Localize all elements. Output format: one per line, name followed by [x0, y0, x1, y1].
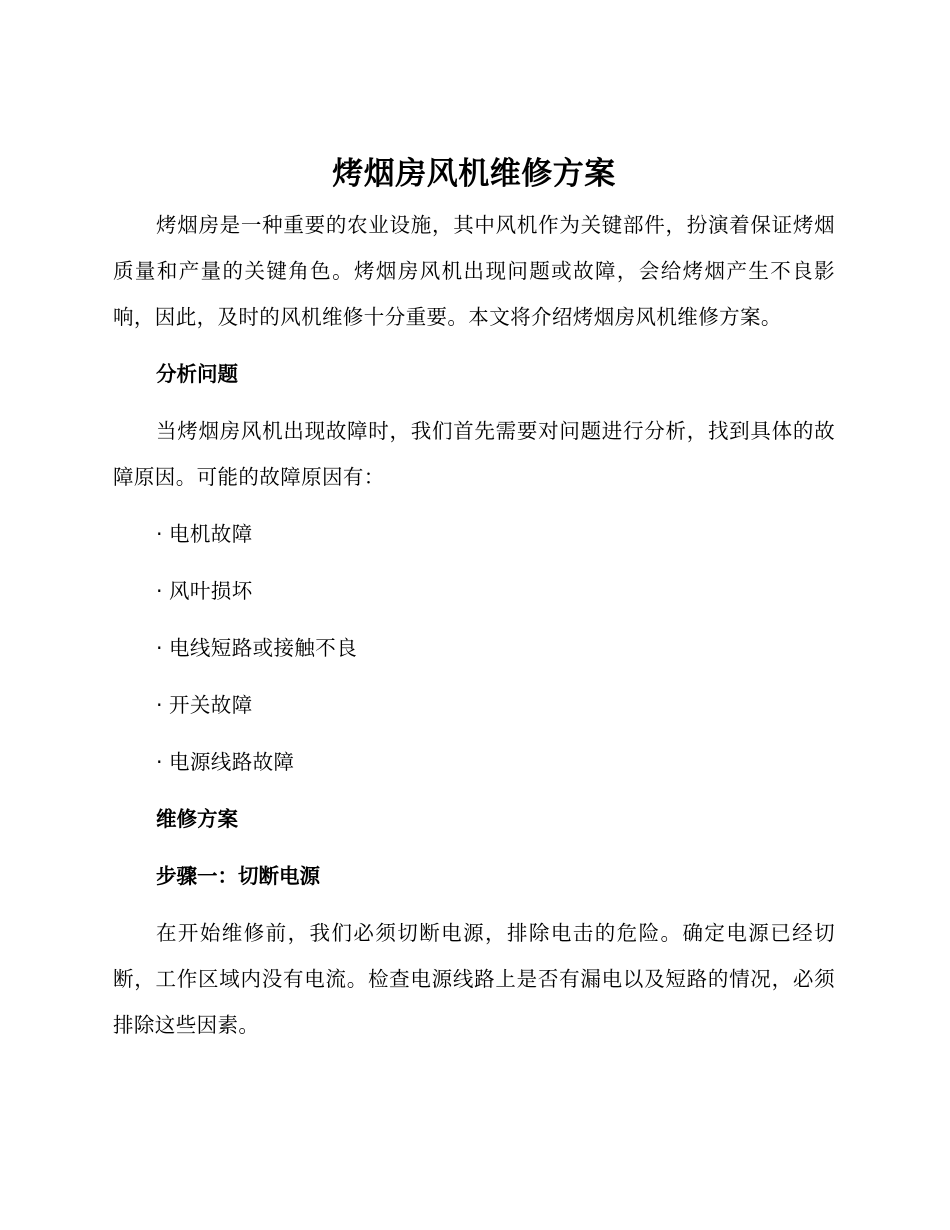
step-heading-cut-power: 步骤一：切断电源: [156, 864, 320, 888]
document-title: 烤烟房风机维修方案: [332, 156, 616, 192]
list-item: [113, 568, 835, 614]
list-item-text: 电源线路故障: [169, 750, 295, 774]
list-item: [113, 682, 835, 728]
analysis-paragraph: 当烤烟房风机出现故障时，我们首先需要对问题进行分析，找到具体的故障原因。可能的故障原因有：: [113, 419, 835, 489]
list-item: [113, 625, 835, 671]
list-item: [113, 511, 835, 557]
bullet-dot: ·: [156, 636, 163, 660]
bullet-dot: ·: [156, 750, 163, 774]
bullet-dot: ·: [156, 579, 163, 603]
list-item-text: 电线短路或接触不良: [169, 636, 358, 660]
section-heading-repair-plan: 维修方案: [156, 807, 238, 831]
intro-paragraph: 烤烟房是一种重要的农业设施，其中风机作为关键部件，扮演着保证烤烟质量和产量的关键角色。烤烟房风机出现问题或故障，会给烤烟产生不良影响，因此，及时的风机维修十分重要。本文将介绍烤烟房风机维修方案。: [113, 213, 835, 329]
step1-paragraph: 在开始维修前，我们必须切断电源，排除电击的危险。确定电源已经切断，工作区域内没有电流。检查电源线路上是否有漏电以及短路的情况，必须排除这些因素。: [113, 921, 835, 1037]
list-item-text: 风叶损坏: [169, 579, 253, 603]
list-item: [113, 739, 835, 785]
list-item-text: 开关故障: [169, 693, 253, 717]
list-item-text: 电机故障: [169, 522, 253, 546]
bullet-dot: ·: [156, 522, 163, 546]
bullet-dot: ·: [156, 693, 163, 717]
section-heading-analysis: 分析问题: [156, 362, 238, 386]
document-page: [113, 150, 835, 1048]
